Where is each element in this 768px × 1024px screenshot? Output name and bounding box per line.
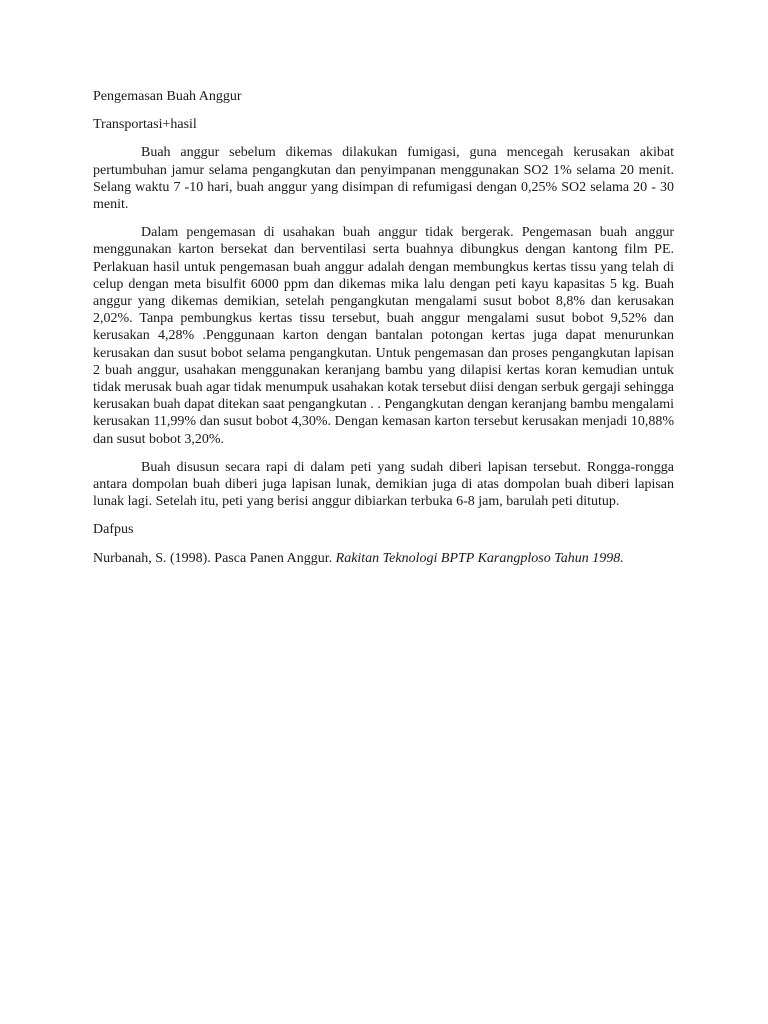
document-title: Pengemasan Buah Anggur [93, 89, 242, 104]
document-body [93, 88, 674, 567]
paragraph-packaging: Dalam pengemasan di usahakan buah anggur tidak bergerak. Pengemasan buah anggur menggunakan karton bersekat dan berventilasi serta buahnya dibungkus dengan kantong film PE. Perlakuan hasil untuk pengemasan buah anggur adalah dengan membungkus kertas tissu yang telah di celup dengan meta bisulfit 6000 ppm dan dikemas mika lalu dengan peti kayu kapasitas 5 kg. Buah anggur yang dikemas demikian, setelah pengangkutan mengalami susut bobot 8,8% dan kerusakan 2,02%. Tanpa pembungkus kertas tissu tersebut, buah anggur mengalami susut bobot 9,52% dan kerusakan 4,28% .Penggunaan karton dengan bantalan potongan kertas juga dapat menurunkan kerusakan dan susut bobot selama pengangkutan. Untuk pengemasan dan proses pengangkutan lapisan 2 buah anggur, usahakan menggunakan keranjang bambu yang dilapisi kertas koran kemudian untuk tidak merusak buah agar tidak menumpuk usahakan kotak tersebut diisi dengan serbuk gergaji sehingga kerusakan buah dapat ditekan saat pengangkutan . . Pengangkutan dengan keranjang bambu mengalami kerusakan 11,99% dan susut bobot 4,30%. Dengan kemasan karton tersebut kerusakan menjadi 10,88% dan susut bobot 3,20%. [93, 225, 674, 447]
document-subtitle: Transportasi+hasil [93, 117, 197, 133]
reference-authors-title: Nurbanah, S. (1998). Pasca Panen Anggur. [93, 550, 336, 566]
reference-source: Rakitan Teknologi BPTP Karangploso Tahun 1998. [335, 550, 624, 566]
paragraph-fumigation: Buah anggur sebelum dikemas dilakukan fumigasi, guna mencegah kerusakan akibat pertumbuhan jamur selama pengangkutan dan penyimpanan menggunakan SO2 1% selama 20 menit. Selang waktu 7 -10 hari, buah anggur yang disimpan di refumigasi dengan 0,25% SO2 selama 20 - 30 menit. [93, 145, 674, 213]
reference-entry [93, 550, 674, 567]
bibliography-heading: Dafpus [93, 522, 134, 538]
paragraph-arrangement: Buah disusun secara rapi di dalam peti yang sudah diberi lapisan tersebut. Rongga-rongga antara dompolan buah diberi juga lapisan lunak, demikian juga di atas dompolan buah diberi lapisan lunak lagi. Setelah itu, peti yang berisi anggur dibiarkan terbuka 6-8 jam, barulah peti ditutup. [93, 459, 674, 510]
